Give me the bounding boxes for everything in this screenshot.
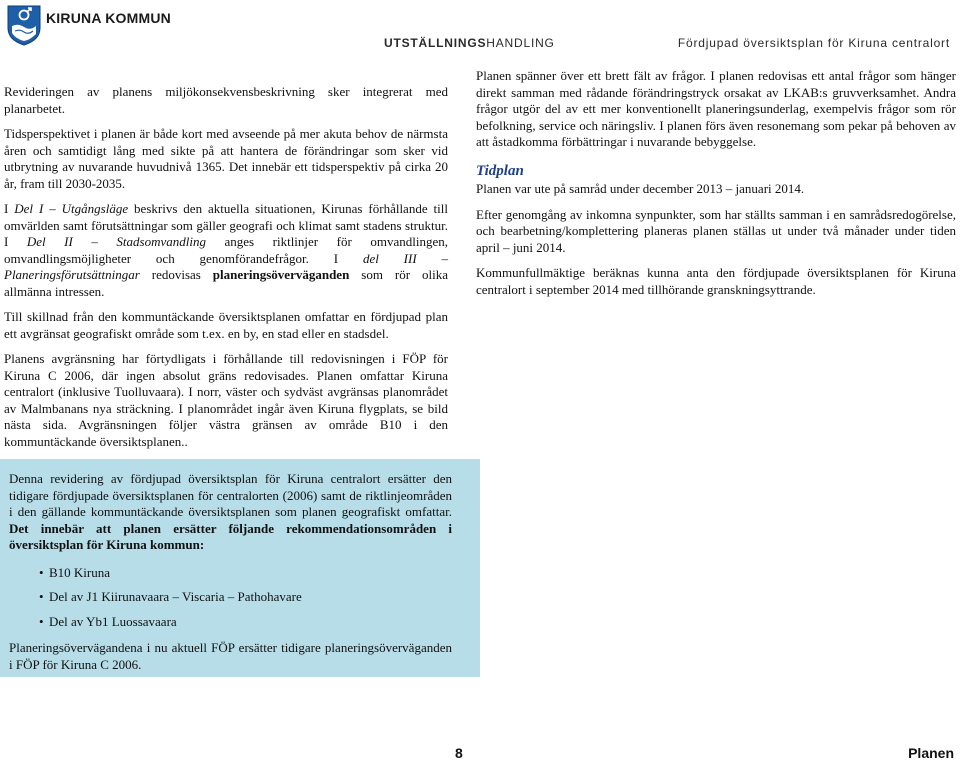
info-box-intro: Denna revidering av fördjupad översiktsplan för Kiruna centralort ersätter den tidigare fördjupade översiktsplanen för centralorten (2006) samt de riktlinjeområden i den gällande kommuntäckande översiktsplanen som planen geografiskt omfattar. Det innebär att planen ersätter följande rekommendationsområden i översiktsplan för Kiruna kommun: (9, 471, 452, 552)
bullet-icon: • (39, 564, 44, 580)
info-box-outro: Planeringsövervägandena i nu aktuell FÖP ersätter tidigare planeringsöverväganden i FÖP för Kiruna C 2006. (9, 640, 452, 672)
replaced-areas-list (9, 565, 452, 631)
brand-name: KIRUNA KOMMUN (46, 10, 171, 26)
document-type: UTSTÄLLNINGSHANDLING (384, 36, 555, 50)
list-item: • B10 Kiruna (39, 564, 111, 580)
left-column (4, 84, 448, 459)
paragraph: Planen var ute på samråd under december 2013 – januari 2014. (476, 181, 805, 196)
bullet-icon: • (39, 613, 44, 629)
list-item: • Del av J1 Kiirunavaara – Viscaria – Pathohavare (39, 589, 302, 604)
bullet-icon: • (39, 589, 44, 604)
kiruna-crest-logo (6, 4, 42, 46)
right-column (476, 68, 956, 307)
paragraph: Till skillnad från den kommuntäckande översiktsplanen omfattar en fördjupad plan ett avgränsat geografiskt område som t.ex. en by, en stad eller en stadsdel. (4, 309, 448, 341)
section-name: Planen (908, 745, 954, 761)
info-box (0, 459, 480, 677)
list-item: • Del av Yb1 Luossavaara (39, 613, 177, 629)
page-number: 8 (455, 745, 463, 761)
paragraph: Efter genomgång av inkomna synpunkter, som har ställts samman i en samrådsredogörelse, och bearbetning/komplettering planeras planen ställas ut under två månader under tiden april – juni 2014. (476, 206, 956, 255)
document-title: Fördjupad översiktsplan för Kiruna centralort (677, 36, 950, 50)
paragraph: Revideringen av planens miljökonsekvensbeskrivning sker integrerat med planarbetet. (4, 84, 448, 116)
page-header (0, 0, 960, 52)
paragraph: Planen spänner över ett brett fält av frågor. I planen redovisas ett antal frågor som hänger direkt samman med rådande förändringstryck orsakat av LKAB:s gruvverksamhet. Andra frågor utgör del av ett mer konventionellt planeringsunderlag, exempelvis frågor som rör befolkning, service och näringsliv. I planen förs även resonemang som pekar på behoven av att åstadkomma förbättringar i nuvarande bebyggelse. (476, 68, 956, 149)
paragraph: Tidsperspektivet i planen är både kort med avseende på mer akuta behov de närmsta åren och samtidigt lång med sikte på att hantera de förändringar som sker vid utbrytning av nuvarande huvudnivå 1365. Det innebär ett tidsperspektiv på cirka 20 år, fram till 2030-2035. (4, 126, 448, 191)
paragraph: Planens avgränsning har förtydligats i förhållande till redovisningen i FÖP för Kiruna C 2006, där ingen absolut gräns redovisades. Planen omfattar Kiruna centralort (inklusive Tuolluvaara). I norr, väster och sydväst avgränsas planområdet av Malmbanans nya sträckning. I planområdet ingår även Kiruna flygplats, se bild nästa sida. Avgränsningen följer västra gränsen av område B10 i den kommuntäckande översiktsplanen.. (4, 351, 448, 449)
paragraph: I Del I – Utgångsläge beskrivs den aktuella situationen, Kirunas förhållande till omvärlden samt förutsättningar som gäller geografi och klimat samt stadens struktur. I Del II – Stadsomvandling anges riktlinjer för omvandlingen, omvandlingsmöjligheter och genomförandefrågor. I del III – Planeringsförutsättningar redovisas planeringsöverväganden som rör olika allmänna intressen. (4, 201, 448, 299)
paragraph: Kommunfullmäktige beräknas kunna anta den fördjupade översiktsplanen för Kiruna centralort i september 2014 med tillhörande granskningsyttrande. (476, 265, 956, 297)
section-heading-tidplan: Tidplan (476, 162, 524, 179)
